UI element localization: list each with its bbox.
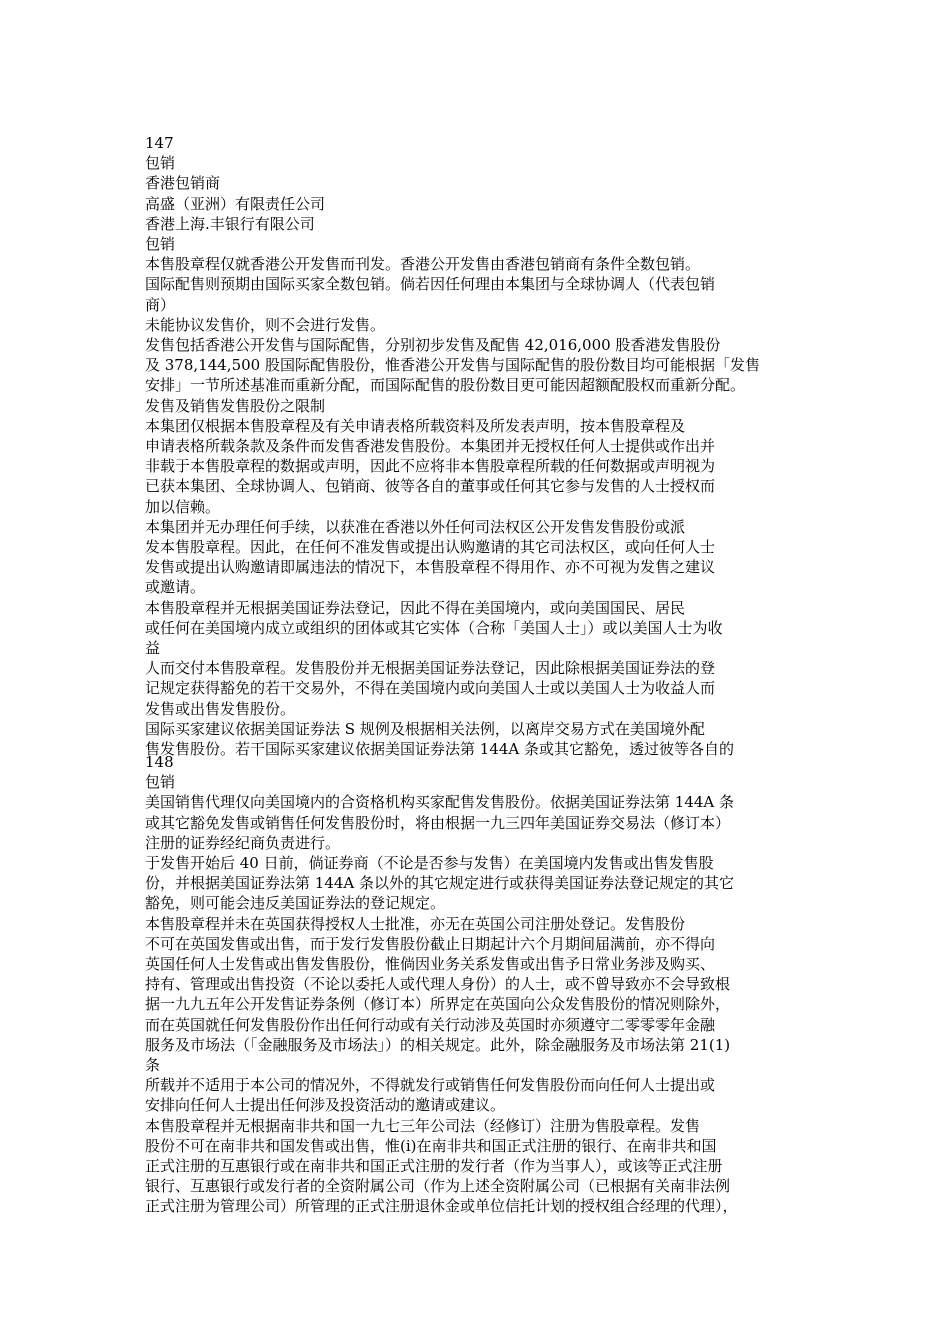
text-line: 安排向任何人士提出任何涉及投资活动的邀请或建议。: [145, 1096, 506, 1115]
text-line: 包销: [145, 235, 176, 254]
text-line: 注册的证券经纪商负责进行。: [145, 833, 341, 852]
text-line: 本集团并无办理任何手续，以获准在香港以外任何司法权区公开发售发售股份或派: [145, 517, 686, 536]
text-line: 已获本集团、全球协调人、包销商、彼等各自的董事或任何其它参与发售的人士授权而: [145, 477, 716, 496]
text-line: 本售股章程并无根据美国证券法登记，因此不得在美国境内，或向美国国民、居民: [145, 598, 686, 617]
text-line: 英国任何人士发售或出售发售股份，惟倘因业务关系发售或出售予日常业务涉及购买、: [145, 955, 716, 974]
text-line: 益: [145, 639, 161, 658]
text-line: 条: [145, 1056, 161, 1075]
text-line: 安排」一节所述基准而重新分配，而国际配售的股份数目更可能因超额配股权而重新分配。: [145, 376, 746, 395]
text-line: 申请表格所载条款及条件而发售香港发售股份。本集团并无授权任何人士提供或作出并: [145, 437, 716, 456]
text-line: 发售或出售发售股份。: [145, 699, 296, 718]
text-line: 人而交付本售股章程。发售股份并无根据美国证券法登记，因此除根据美国证券法的登: [145, 659, 716, 678]
text-line: 售发售股份。若干国际买家建议依据美国证券法第 144A 条或其它豁免，透过彼等各自的: [145, 740, 735, 759]
text-line: 发售或提出认购邀请即属违法的情况下，本售股章程不得用作、亦不可视为发售之建议: [145, 558, 716, 577]
text-line: 正式注册的互惠银行或在南非共和国正式注册的发行者（作为当事人），或该等正式注册: [145, 1157, 723, 1176]
text-line: 发售及销售发售股份之限制: [145, 396, 326, 415]
text-line: 或其它豁免发售或销售任何发售股份时，将由根据一九三四年美国证券交易法（修订本）: [145, 813, 731, 832]
text-line: 包销: [145, 773, 176, 792]
text-line: 包销: [145, 154, 176, 173]
text-line: 国际买家建议依据美国证券法 S 规例及根据相关法例，以离岸交易方式在美国境外配: [145, 719, 705, 738]
text-line: 本售股章程并未在英国获得授权人士批准，亦无在英国公司注册处登记。发售股份: [145, 914, 686, 933]
text-line: 豁免，则可能会违反美国证券法的登记规定。: [145, 894, 446, 913]
text-line: 国际配售则预期由国际买家全数包销。倘若因任何理由本集团与全球协调人（代表包销: [145, 275, 716, 294]
text-line: 份，并根据美国证券法第 144A 条以外的其它规定进行或获得美国证券法登记规定的其它: [145, 874, 735, 893]
text-line: 发本售股章程。因此，在任何不准发售或提出认购邀请的其它司法权区，或向任何人士: [145, 538, 716, 557]
text-line: 本售股章程并无根据南非共和国一九七三年公司法（经修订）注册为售股章程。发售: [145, 1116, 701, 1135]
page-147-text: [145, 133, 845, 759]
text-line: 据一九九五年公开发售证券条例（修订本）所界定在英国向公众发售股份的情况则除外，: [145, 995, 731, 1014]
text-line: 本售股章程仅就香港公开发售而刊发。香港公开发售由香港包销商有条件全数包销。: [145, 255, 701, 274]
text-line: 商）: [145, 295, 176, 314]
text-line: 银行、互惠银行或发行者的全资附属公司（作为上述全资附属公司（已根据有关南非法例: [145, 1177, 731, 1196]
text-line: 非载于本售股章程的数据或声明，因此不应将非本售股章程所载的任何数据或声明视为: [145, 457, 716, 476]
text-line: 记规定获得豁免的若干交易外，不得在美国境内或向美国人士或以美国人士为收益人而: [145, 679, 716, 698]
text-line: 于发售开始后 40 日前，倘证券商（不论是否参与发售）在美国境内发售或出售发售股: [145, 854, 714, 873]
text-line: 美国销售代理仅向美国境内的合资格机构买家配售发售股份。依据美国证券法第 144A 条: [145, 793, 735, 812]
text-line: 正式注册为管理公司）所管理的正式注册退休金或单位信托计划的授权组合经理的代理），: [145, 1197, 738, 1216]
text-line: 未能协议发售价，则不会进行发售。: [145, 315, 386, 334]
text-line: 加以信赖。: [145, 497, 221, 516]
text-line: 持有、管理或出售投资（不论以委托人或代理人身份）的人士，或不曾导致亦不会导致根: [145, 975, 731, 994]
text-line: 或邀请。: [145, 578, 206, 597]
text-line: 服务及市场法（「金融服务及市场法」）的相关规定。此外，除金融服务及市场法第 21(1): [145, 1035, 731, 1054]
page-number: 148: [145, 753, 174, 771]
text-line: 不可在英国发售或出售，而于发行发售股份截止日期起计六个月期间届满前，亦不得向: [145, 934, 716, 953]
text-line: 或任何在美国境内成立或组织的团体或其它实体（合称「美国人士」）或以美国人士为收: [145, 618, 723, 637]
text-line: 股份不可在南非共和国发售或出售，惟(i)在南非共和国正式注册的银行、在南非共和国: [145, 1136, 717, 1155]
text-line: 香港包销商: [145, 174, 221, 193]
text-line: 而在英国就任何发售股份作出任何行动或有关行动涉及英国时亦须遵守二零零零年金融: [145, 1015, 716, 1034]
text-line: 本集团仅根据本售股章程及有关申请表格所载资料及所发表声明，按本售股章程及: [145, 416, 686, 435]
page-number: 147: [145, 134, 174, 152]
text-line: 及 378,144,500 股国际配售股份，惟香港公开发售与国际配售的股份数目均可能根据「发售: [145, 356, 760, 375]
page-148-text: [145, 752, 845, 1217]
text-line: 高盛（亚洲）有限责任公司: [145, 194, 326, 213]
text-line: 发售包括香港公开发售与国际配售，分别初步发售及配售 42,016,000 股香港发售股份: [145, 336, 721, 355]
text-line: 香港上海.丰银行有限公司: [145, 214, 315, 233]
text-line: 所载并不适用于本公司的情况外，不得就发行或销售任何发售股份而向任何人士提出或: [145, 1076, 716, 1095]
